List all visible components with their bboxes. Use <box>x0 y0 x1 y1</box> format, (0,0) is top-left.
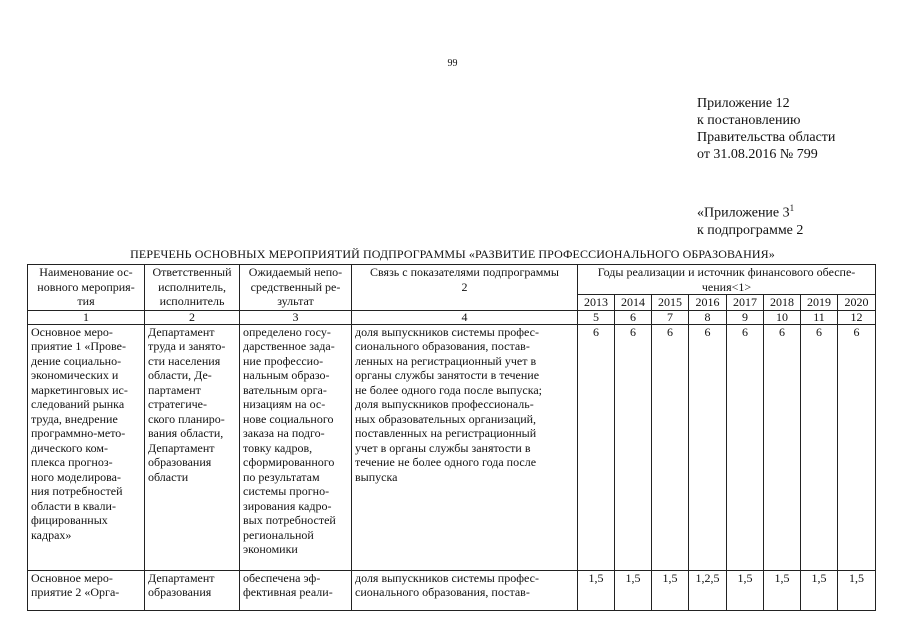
header-years-group: Годы реализации и источник финансового обеспе- чения<1> <box>578 265 876 295</box>
appendix-line: Правительства области <box>697 130 836 145</box>
measure-responsible: Департамент труда и занято- сти населения области, Де- партамент стратегиче- ского планиро- вания области, Департамент образования области <box>145 324 240 570</box>
column-number: 12 <box>838 310 876 324</box>
year-value: 1,5 <box>727 570 764 610</box>
column-number: 4 <box>352 310 578 324</box>
year-value: 1,5 <box>838 570 876 610</box>
year-cell: 2013 <box>578 295 615 311</box>
measures-table <box>27 264 876 611</box>
appendix-superscript: 1 <box>789 203 795 213</box>
year-value: 1,5 <box>801 570 838 610</box>
year-cell: 2015 <box>652 295 689 311</box>
year-value: 6 <box>578 324 615 570</box>
column-number: 7 <box>652 310 689 324</box>
year-value: 6 <box>764 324 801 570</box>
year-value: 6 <box>689 324 727 570</box>
measure-name: Основное меро- приятие 2 «Орга- <box>28 570 145 610</box>
column-number: 6 <box>615 310 652 324</box>
year-value: 1,5 <box>615 570 652 610</box>
table-row <box>28 324 876 570</box>
header-name: Наименование ос- новного мероприя- тия <box>28 265 145 311</box>
page-number: 99 <box>447 58 458 69</box>
column-number: 2 <box>145 310 240 324</box>
column-number: 3 <box>240 310 352 324</box>
column-number: 5 <box>578 310 615 324</box>
measure-link: доля выпускников системы профес- сионального образования, постав- <box>352 570 578 610</box>
column-number: 1 <box>28 310 145 324</box>
appendix-line: к постановлению <box>697 113 801 128</box>
column-number: 8 <box>689 310 727 324</box>
measure-result: определено госу- дарственное зада- ние профессио- нальным образо- вательным орга- низациям на ос- нове социального заказа на подго- товку кадров, сформированного по результатам системы прогно- зирования кадро- вых потребностей региональной экономики <box>240 324 352 570</box>
appendix-subprogram-block <box>697 200 803 239</box>
appendix-block <box>697 95 835 163</box>
year-value: 6 <box>615 324 652 570</box>
column-number: 10 <box>764 310 801 324</box>
year-cell: 2014 <box>615 295 652 311</box>
appendix-line: Приложение 12 <box>697 96 790 111</box>
document-title: ПЕРЕЧЕНЬ ОСНОВНЫХ МЕРОПРИЯТИЙ ПОДПРОГРАММЫ «РАЗВИТИЕ ПРОФЕССИОНАЛЬНОГО ОБРАЗОВАНИЯ» <box>130 247 775 261</box>
table-header-row <box>28 265 876 295</box>
appendix-line: от 31.08.2016 № 799 <box>697 147 818 162</box>
measure-link: доля выпускников системы профес- сионального образования, постав- ленных на регистрационный учет в органы службы занятости в течение не более одного года после выпуска; доля выпускников профессиональ- ных образовательных организаций, поставленных на регистрационный учет в органы службы занятости в течение не более одного года после выпуска <box>352 324 578 570</box>
appendix-subprogram-line2: к подпрограмме 2 <box>697 222 804 238</box>
year-value: 1,5 <box>578 570 615 610</box>
appendix-subprogram-line1 <box>697 200 803 222</box>
header-result: Ожидаемый непо- средственный ре- зультат <box>240 265 352 311</box>
table-row <box>28 570 876 610</box>
year-cell: 2019 <box>801 295 838 311</box>
column-numbers-row <box>28 310 876 324</box>
year-value: 6 <box>727 324 764 570</box>
year-value: 6 <box>652 324 689 570</box>
header-link: Связь с показателями подпрограммы 2 <box>352 265 578 311</box>
measure-responsible: Департамент образования <box>145 570 240 610</box>
year-cell: 2016 <box>689 295 727 311</box>
header-responsible: Ответственный исполнитель, исполнитель <box>145 265 240 311</box>
year-value: 6 <box>801 324 838 570</box>
year-cell: 2018 <box>764 295 801 311</box>
year-cell: 2020 <box>838 295 876 311</box>
year-value: 6 <box>838 324 876 570</box>
year-value: 1,5 <box>764 570 801 610</box>
measure-name: Основное меро- приятие 1 «Прове- дение социально- экономических и маркетинговых ис- следований рынка труда, внедрение программно-мето- дического ком- плекса прогноз- ного моделирова- ния потребностей области в квали- фицированных кадрах» <box>28 324 145 570</box>
year-value: 1,2,5 <box>689 570 727 610</box>
year-value: 1,5 <box>652 570 689 610</box>
column-number: 11 <box>801 310 838 324</box>
appendix-subprogram-text: «Приложение 3 <box>697 205 790 221</box>
measure-result: обеспечена эф- фективная реали- <box>240 570 352 610</box>
year-cell: 2017 <box>727 295 764 311</box>
column-number: 9 <box>727 310 764 324</box>
